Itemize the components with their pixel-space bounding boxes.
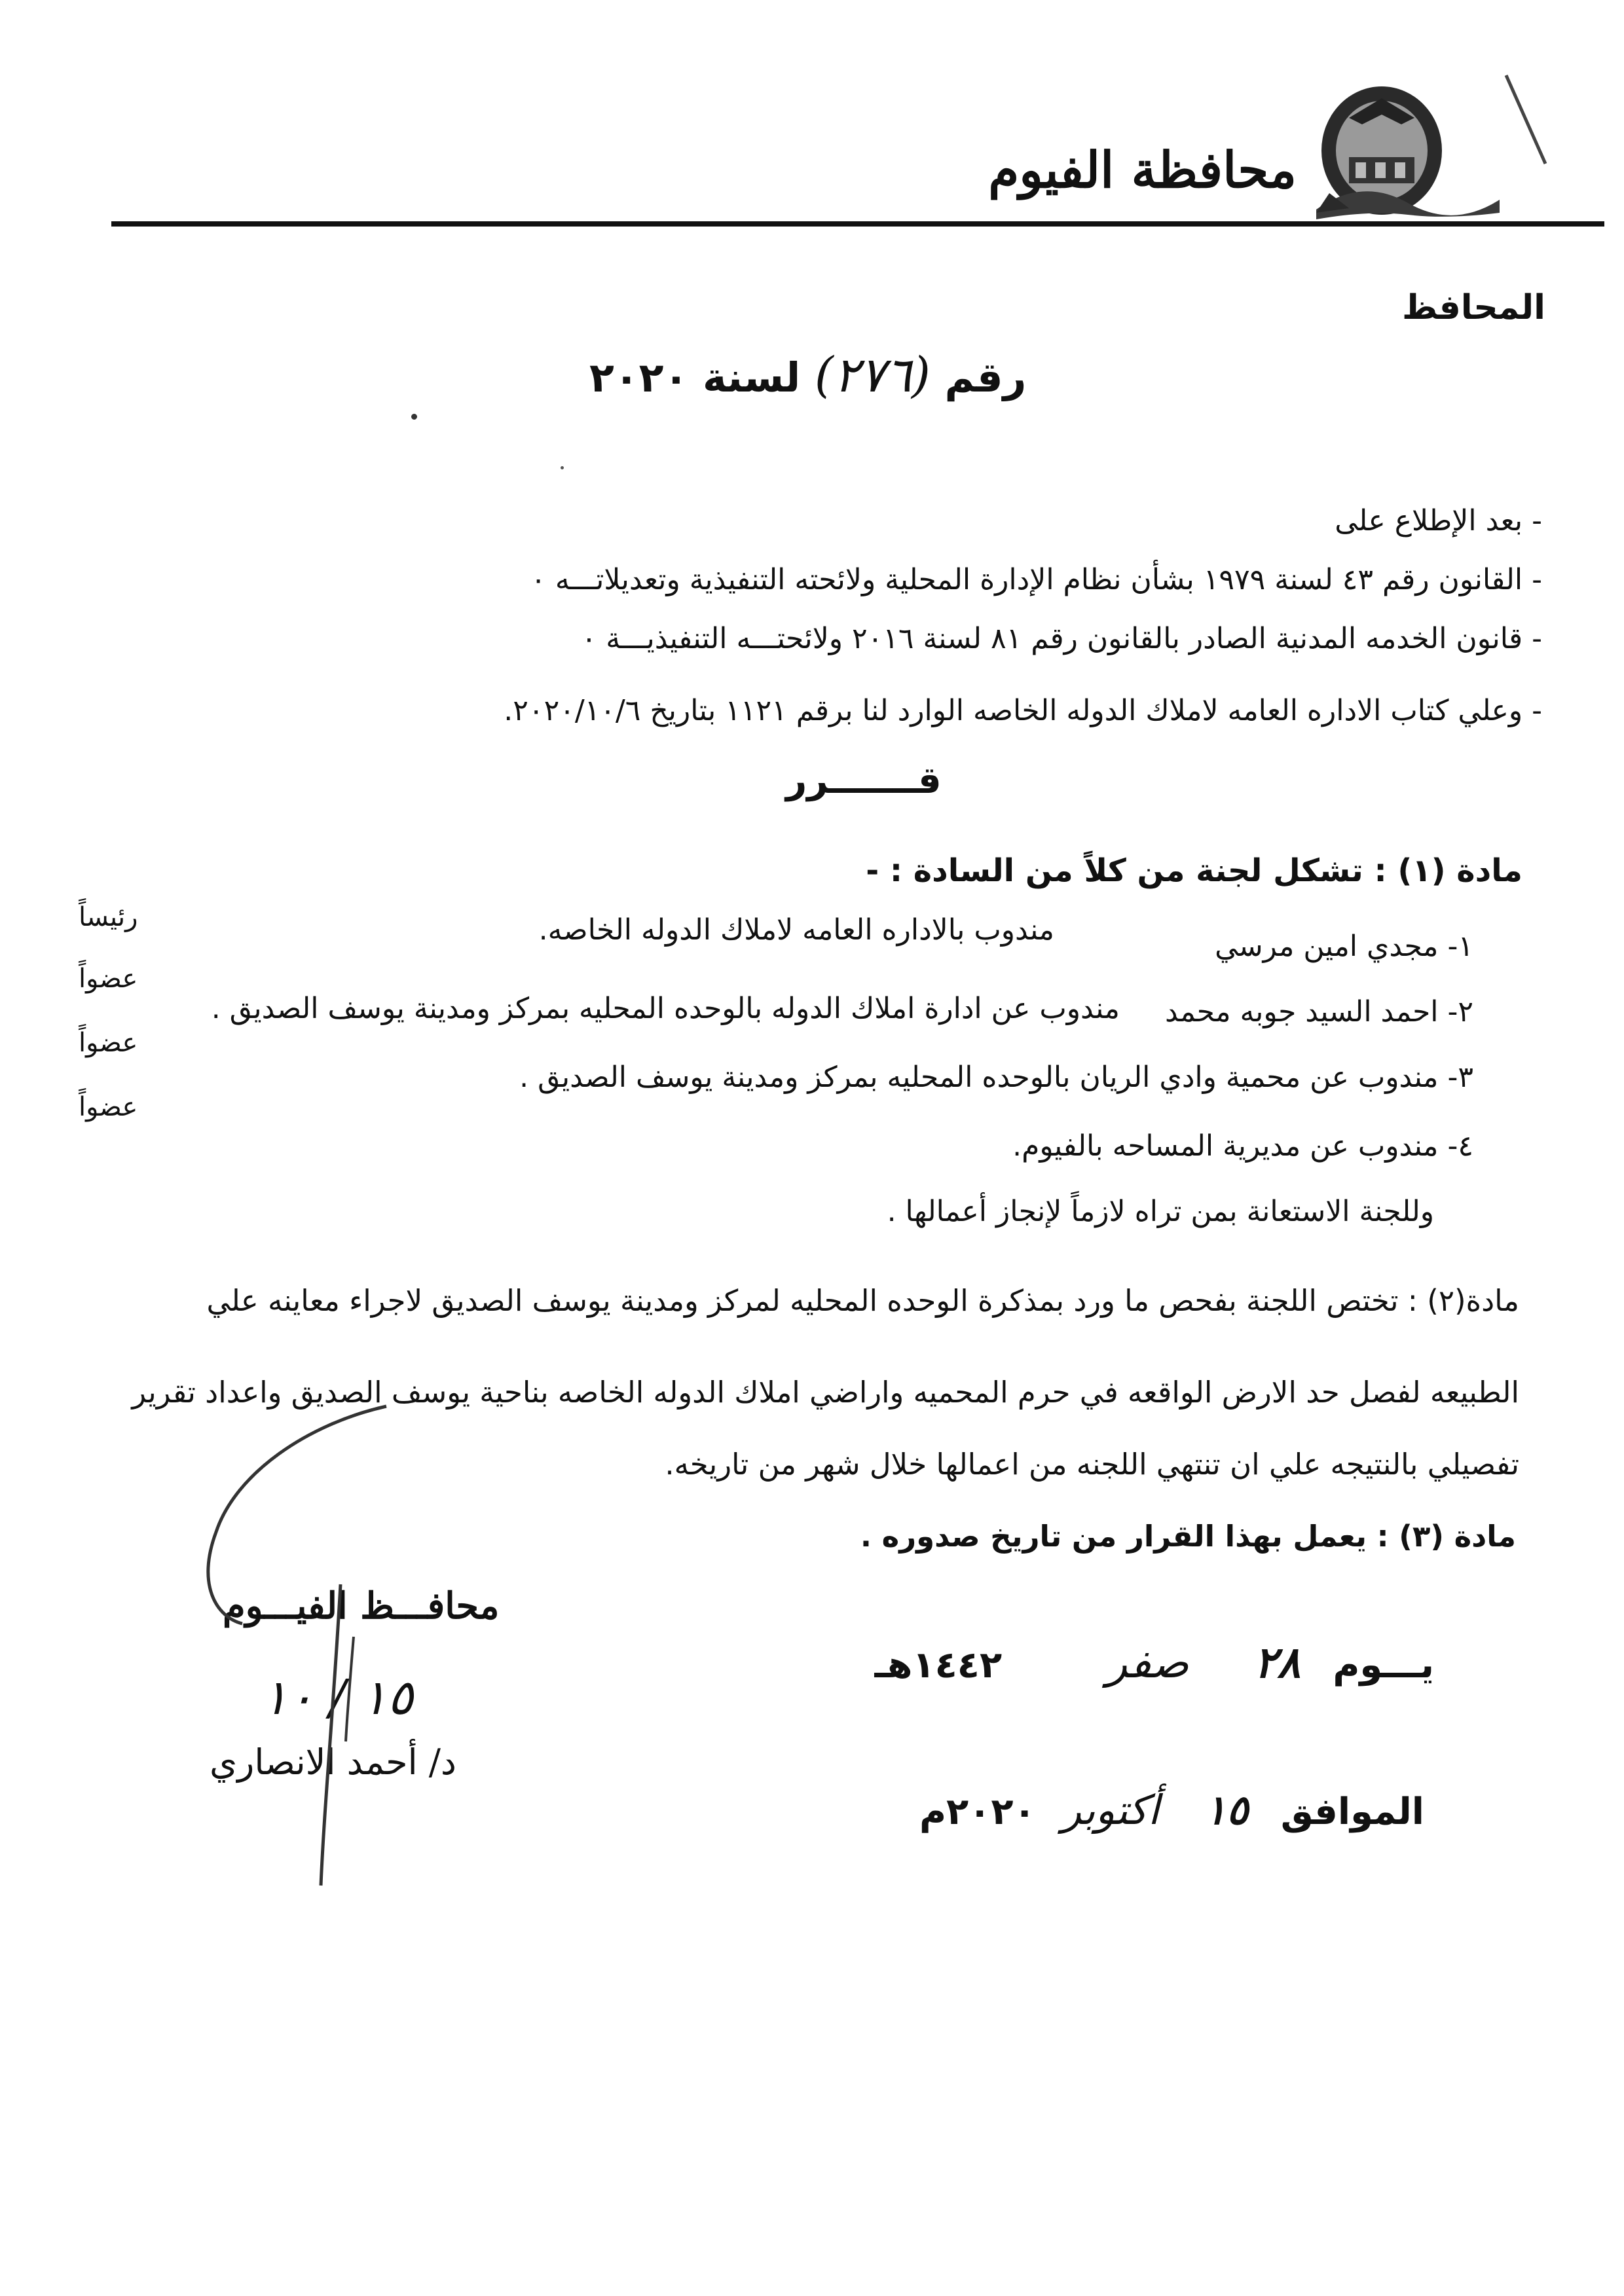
decree-year: لسنة ٢٠٢٠ [589,354,801,401]
gregorian-label: الموافق [1280,1791,1424,1833]
gregorian-year: ٢٠٢٠م [919,1791,1036,1833]
member-2-desc: مندوب عن ادارة املاك الدوله بالوحده المحليه بمركز ومدينة يوسف الصديق . [211,992,1120,1025]
member-2-role: عضواً [79,964,138,994]
hijri-label: يـــوم [1333,1644,1434,1686]
hijri-day: ٢٨ [1253,1637,1301,1688]
signatory-name: د/ أحمد الانصاري [210,1741,456,1783]
member-1-role: رئيساً [79,902,138,932]
fayoum-emblem-icon [1303,79,1506,229]
article-1-note: وللجنة الاستعانة بمن تراه لازماً لإنجاز أعمالها . [887,1195,1434,1228]
member-4-role: عضواً [79,1092,138,1122]
speck [411,414,417,420]
article-2-line: تفصيلي بالنتيجه علي ان تنتهي اللجنه من اعمالها خلال شهر من تاريخه. [665,1447,1519,1482]
governorate-name: محافظة الفيوم [988,141,1297,199]
article-1-title: مادة (١) : تشكل لجنة من كلاً من السادة : - [866,852,1522,889]
preamble-intro: - بعد الإطلاع على [1335,504,1542,538]
hijri-month: صفر [1106,1637,1189,1688]
member-2-name: ٢- احمد السيد جوبه محمد [1165,995,1473,1029]
hijri-date [874,1637,1434,1688]
speck [561,466,564,469]
member-3-role: عضواً [79,1028,138,1058]
member-4-desc: ٤- مندوب عن مديرية المساحه بالفيوم. [1012,1129,1473,1163]
decree-number [589,347,1026,403]
decree-prefix: رقم [944,354,1027,401]
decided-heading: قـــــــرر [786,759,942,802]
hijri-year: ١٤٤٢هـ [874,1644,1003,1686]
article-3: مادة (٣) : يعمل بهذا القرار من تاريخ صدوره . [860,1519,1516,1554]
gregorian-day: ١٥ [1204,1786,1249,1834]
header-divider [111,221,1604,227]
preamble-item: - وعلي كتاب الاداره العامه لاملاك الدوله الخاصه الوارد لنا برقم ١١٢١ بتاريخ ٢٠٢٠/١٠/٦. [504,694,1542,727]
signature-title: محافـــظ الفيـــوم [223,1584,500,1628]
member-1-desc: مندوب بالاداره العامه لاملاك الدوله الخاصه. [538,913,1054,947]
gregorian-date [919,1786,1424,1834]
member-1-name: ١- مجدي امين مرسي [1215,930,1473,963]
office-title: المحافظ [1402,288,1545,327]
member-3-desc: ٣- مندوب عن محمية وادي الريان بالوحده المحليه بمركز ومدينة يوسف الصديق . [519,1061,1473,1094]
article-2-line: الطبيعه لفصل حد الارض الواقعه في حرم المحميه واراضي املاك الدوله الخاصه بناحية يوسف الصديق واعداد تقرير [132,1375,1519,1410]
article-2-line: مادة(٢) : تختص اللجنة بفحص ما ورد بمذكرة الوحده المحليه لمركز ومدينة يوسف الصديق لاجراء معاينه علي [206,1283,1519,1318]
gregorian-month: أكتوبر [1061,1786,1160,1834]
preamble-item: - قانون الخدمه المدنية الصادر بالقانون رقم ٨١ لسنة ٢٠١٦ ولائحتـــه التنفيذيـــة ٠ [581,622,1542,655]
pen-stroke-mark [1500,72,1552,170]
signature-handwritten-date: ١٥ / ١٠ [262,1669,413,1726]
decree-number-handwritten: (٢٧٦) [814,347,931,403]
preamble-item: - القانون رقم ٤٣ لسنة ١٩٧٩ بشأن نظام الإدارة المحلية ولائحته التنفيذية وتعديلاتـــه ٠ [530,563,1542,596]
